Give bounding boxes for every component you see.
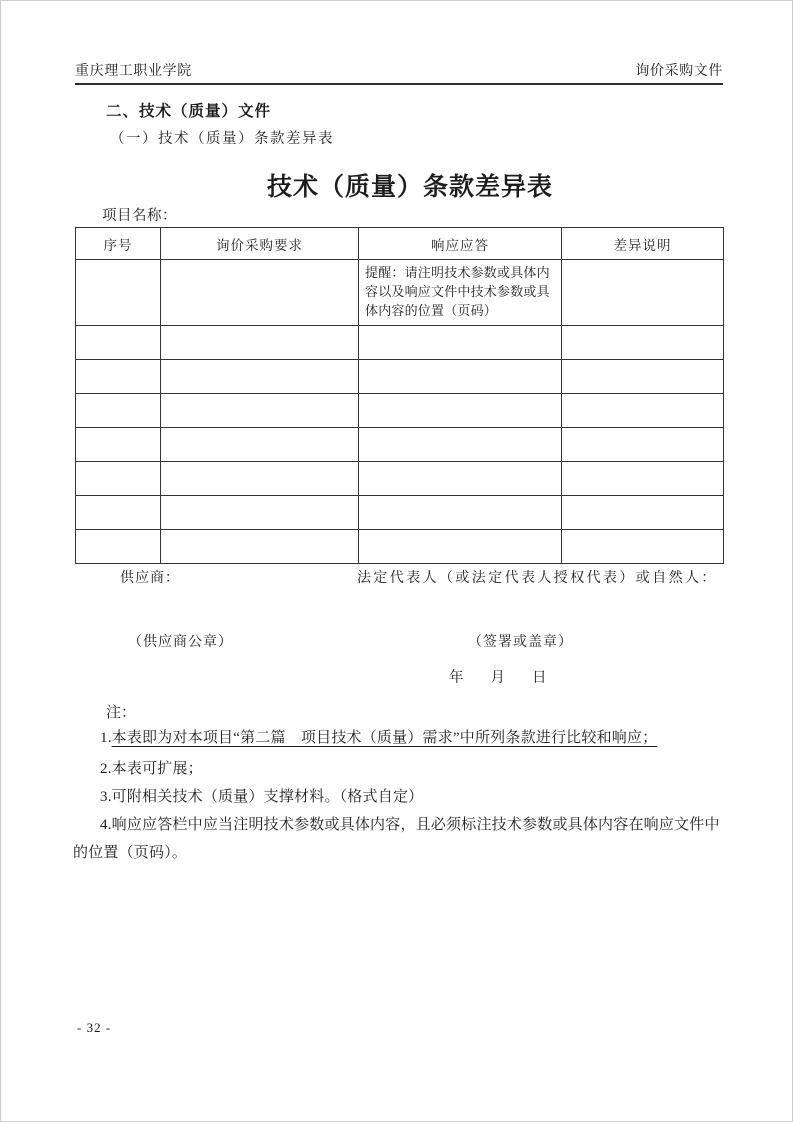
reminder-cell: 提醒：请注明技术参数或具体内容以及响应文件中技术参数或具体内容的位置（页码） xyxy=(359,260,562,326)
running-header xyxy=(75,60,723,85)
empty-cell xyxy=(161,394,359,428)
empty-cell xyxy=(562,530,724,564)
table-row xyxy=(76,428,724,462)
supplier-seal-label: （供应商公章） xyxy=(128,635,233,650)
empty-cell xyxy=(76,394,161,428)
empty-cell xyxy=(76,462,161,496)
empty-cell xyxy=(76,260,161,326)
empty-cell xyxy=(161,462,359,496)
note-1-text: 本表即为对本项目“第二篇 项目技术（质量）需求”中所列条款进行比较和响应； xyxy=(111,730,658,746)
empty-cell xyxy=(359,496,562,530)
empty-cell xyxy=(562,394,724,428)
empty-cell xyxy=(161,260,359,326)
table-row xyxy=(76,326,724,360)
table-row xyxy=(76,530,724,564)
empty-cell xyxy=(359,326,562,360)
empty-cell xyxy=(161,530,359,564)
empty-cell xyxy=(562,428,724,462)
month-label: 月 xyxy=(490,670,505,686)
table-row-reminder xyxy=(76,260,724,326)
column-header-requirement: 询价采购要求 xyxy=(161,228,359,260)
page-number: - 32 - xyxy=(77,1020,112,1035)
legal-rep-label: 法定代表人（或法定代表人授权代表）或自然人： xyxy=(357,571,718,586)
empty-cell xyxy=(76,428,161,462)
column-header-response: 响应应答 xyxy=(359,228,562,260)
empty-cell xyxy=(161,496,359,530)
notes-label: 注： xyxy=(106,705,137,721)
table-title: 技术（质量）条款差异表 xyxy=(266,173,553,201)
empty-cell xyxy=(562,462,724,496)
note-item-3: 3.可附相关技术（质量）支撑材料。（格式自定） xyxy=(100,789,424,805)
project-name-label: 项目名称： xyxy=(102,208,177,224)
empty-cell xyxy=(76,496,161,530)
diff-table-body xyxy=(76,260,724,564)
note-item-4: 4.响应应答栏中应当注明技术参数或具体内容，且必须标注技术参数或具体内容在响应文件中的位置（页码）。 xyxy=(73,817,720,861)
empty-cell xyxy=(359,530,562,564)
table-row xyxy=(76,462,724,496)
empty-cell xyxy=(562,326,724,360)
empty-cell xyxy=(76,326,161,360)
note-item-2: 2.本表可扩展； xyxy=(100,761,203,777)
empty-cell xyxy=(359,360,562,394)
year-label: 年 xyxy=(449,670,464,686)
empty-cell xyxy=(562,260,724,326)
empty-cell xyxy=(161,326,359,360)
header-left-text: 重庆理工职业学院 xyxy=(75,64,192,79)
empty-cell xyxy=(161,360,359,394)
empty-cell xyxy=(161,428,359,462)
header-right-text: 询价采购文件 xyxy=(635,64,723,79)
subsection-heading: （一）技术（质量）条款差异表 xyxy=(110,131,334,147)
empty-cell xyxy=(76,360,161,394)
empty-cell xyxy=(76,530,161,564)
date-line xyxy=(449,666,547,687)
sign-seal-label: （签署或盖章） xyxy=(468,635,573,650)
day-label: 日 xyxy=(532,670,547,686)
empty-cell xyxy=(562,360,724,394)
table-header-row xyxy=(76,228,724,260)
empty-cell xyxy=(562,496,724,530)
section-heading: 二、技术（质量）文件 xyxy=(106,103,272,120)
table-row xyxy=(76,496,724,530)
empty-cell xyxy=(359,462,562,496)
empty-cell xyxy=(359,394,562,428)
supplier-label: 供应商： xyxy=(120,571,180,586)
table-row xyxy=(76,394,724,428)
table-row xyxy=(76,360,724,394)
note-1-prefix: 1. xyxy=(100,730,112,746)
empty-cell xyxy=(359,428,562,462)
column-header-difference: 差异说明 xyxy=(562,228,724,260)
note-item-1 xyxy=(73,724,725,752)
diff-table xyxy=(75,227,724,564)
column-header-seq: 序号 xyxy=(76,228,161,260)
